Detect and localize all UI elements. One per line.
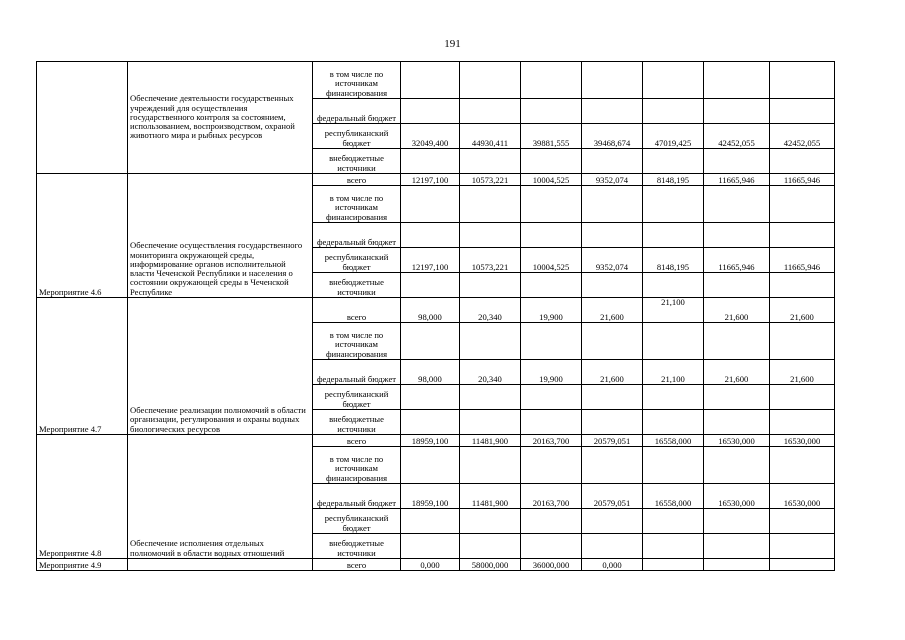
table-row: [37, 559, 835, 571]
measure-name: Обеспечение осуществления государственного мониторинга окружающей среды, информирование органов исполнительной власти Чеченской Республики и населения о состоянии окружающей среды в Чеченской Республике: [128, 174, 313, 298]
value-cell: 39468,674: [582, 124, 643, 149]
source-label: в том числе по источникам финансирования: [313, 62, 401, 99]
source-label: республиканский бюджет: [313, 385, 401, 410]
measure-name: Обеспечение исполнения отдельных полномочий в области водных отношений: [128, 435, 313, 559]
value-cell: 42452,055: [704, 124, 770, 149]
budget-table: [36, 61, 835, 571]
value-cell: 20163,700: [521, 435, 582, 447]
table-row: [37, 435, 835, 447]
value-cell: [704, 559, 770, 571]
value-cell: 9352,074: [582, 248, 643, 273]
value-cell: 20579,051: [582, 435, 643, 447]
source-label: республиканский бюджет: [313, 248, 401, 273]
value-cell: 44930,411: [460, 124, 521, 149]
measure-name: Обеспечение деятельности государственных учреждений для осуществления государственного контроля за состоянием, использованием, воспроизводством, охраной животного мира и рыбных ресурсов: [128, 62, 313, 174]
measure-label: Мероприятие 4.9: [37, 559, 128, 571]
source-label: в том числе по источникам финансирования: [313, 447, 401, 484]
source-label: всего: [313, 435, 401, 447]
source-label: республиканский бюджет: [313, 509, 401, 534]
value-cell: 10004,525: [521, 174, 582, 186]
source-label: федеральный бюджет: [313, 484, 401, 509]
value-cell: 10573,221: [460, 174, 521, 186]
value-cell: 21,600: [582, 298, 643, 323]
value-cell: 18959,100: [401, 435, 460, 447]
value-cell: 10573,221: [460, 248, 521, 273]
source-label: федеральный бюджет: [313, 360, 401, 385]
value-cell: 11481,900: [460, 435, 521, 447]
value-cell: 0,000: [401, 559, 460, 571]
value-cell: [643, 559, 704, 571]
value-cell: 16558,000: [643, 435, 704, 447]
value-cell: 21,600: [770, 298, 835, 323]
measure-label: Мероприятие 4.8: [37, 435, 128, 559]
source-label: в том числе по источникам финансирования: [313, 323, 401, 360]
source-label: федеральный бюджет: [313, 223, 401, 248]
source-label: внебюджетные источники: [313, 410, 401, 435]
value-cell: 11481,900: [460, 484, 521, 509]
source-label: в том числе по источникам финансирования: [313, 186, 401, 223]
page-number: 191: [444, 38, 461, 50]
value-cell: 21,100: [643, 298, 704, 323]
value-cell: 42452,055: [770, 124, 835, 149]
value-cell: 36000,000: [521, 559, 582, 571]
source-label: республиканский бюджет: [313, 124, 401, 149]
value-cell: 11665,946: [770, 248, 835, 273]
value-cell: 47019,425: [643, 124, 704, 149]
value-cell: 21,600: [582, 360, 643, 385]
value-cell: 21,600: [770, 360, 835, 385]
value-cell: 8148,195: [643, 248, 704, 273]
source-label: внебюджетные источники: [313, 149, 401, 174]
value-cell: 0,000: [582, 559, 643, 571]
value-cell: 11665,946: [704, 174, 770, 186]
source-label: всего: [313, 174, 401, 186]
value-cell: 98,000: [401, 298, 460, 323]
value-cell: 32049,400: [401, 124, 460, 149]
source-label: всего: [313, 298, 401, 323]
source-label: внебюджетные источники: [313, 534, 401, 559]
source-label: всего: [313, 559, 401, 571]
value-cell: 16530,000: [704, 435, 770, 447]
value-cell: 9352,074: [582, 174, 643, 186]
value-cell: 16530,000: [770, 435, 835, 447]
value-cell: 18959,100: [401, 484, 460, 509]
measure-name: [128, 559, 313, 571]
measure-name: Обеспечение реализации полномочий в области организации, регулирования и охраны водных биологических ресурсов: [128, 298, 313, 435]
value-cell: 11665,946: [770, 174, 835, 186]
value-cell: 58000,000: [460, 559, 521, 571]
value-cell: 11665,946: [704, 248, 770, 273]
table-row: [37, 174, 835, 186]
value-cell: 20,340: [460, 298, 521, 323]
measure-label: Мероприятие 4.7: [37, 298, 128, 435]
value-cell: 8148,195: [643, 174, 704, 186]
value-cell: 21,600: [704, 360, 770, 385]
value-cell: 39881,555: [521, 124, 582, 149]
measure-label: Мероприятие 4.6: [37, 174, 128, 298]
value-cell: 21,600: [704, 298, 770, 323]
value-cell: 98,000: [401, 360, 460, 385]
value-cell: [770, 559, 835, 571]
measure-label-cell: [37, 62, 128, 174]
value-cell: 12197,100: [401, 174, 460, 186]
value-cell: 21,100: [643, 360, 704, 385]
value-cell: 12197,100: [401, 248, 460, 273]
source-label: внебюджетные источники: [313, 273, 401, 298]
value-cell: 20163,700: [521, 484, 582, 509]
value-cell: 19,900: [521, 298, 582, 323]
value-cell: 16530,000: [770, 484, 835, 509]
value-cell: 16558,000: [643, 484, 704, 509]
value-cell: 16530,000: [704, 484, 770, 509]
value-cell: 20579,051: [582, 484, 643, 509]
source-label: федеральный бюджет: [313, 99, 401, 124]
table-row: [37, 62, 835, 99]
value-cell: 10004,525: [521, 248, 582, 273]
value-cell: 19,900: [521, 360, 582, 385]
table-row: [37, 298, 835, 323]
value-cell: 20,340: [460, 360, 521, 385]
